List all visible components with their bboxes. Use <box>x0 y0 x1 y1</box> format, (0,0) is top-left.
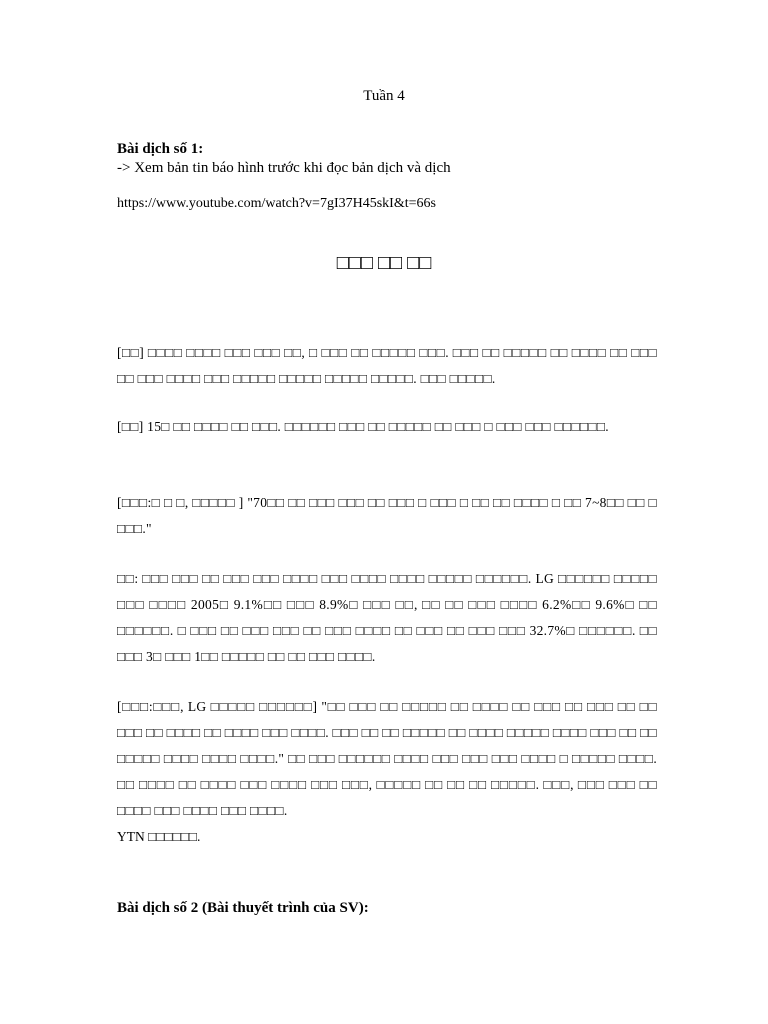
paragraph-4: □□: □□□ □□□ □□ □□□ □□□ □□□□ □□□ □□□□ □□□□ □□□□□ □□□□□□. LG □□□□□□ □□□□□ □□□ □□□□ 2005□ 9.1%□□ □□□ 8.9%□ □□□ □□, □□ □□ □□□ □□□□ 6.2%□□ 9.6%□ □□ □□□□□□. □ □□□ □□ □□□ □□□ □□ □□□ □□□□ □□ □□□ □□ □□□ □□□ 32.7%□ □□□□□□. □□ □□□ 3□ □□□ 1□□ □□□□□ □□ □□ □□□ □□□□. <box>117 571 657 664</box>
exercise2-heading: Bài dịch số 2 (Bài thuyết trình của SV): <box>117 900 369 916</box>
paragraph-1: [□□] □□□□ □□□□ □□□ □□□ □□, □ □□□ □□ □□□□□ □□□. □□□ □□ □□□□□ □□ □□□□ □□ □□□ □□ □□□ □□□□ □□□ □□□□□ □□□□□ □□□□□ □□□□□. □□□ □□□□□. <box>117 345 657 386</box>
closing-line: YTN □□□□□□. <box>117 829 201 844</box>
paragraph-5: [□□□:□□□, LG □□□□□ □□□□□□] "□□ □□□ □□ □□□□□ □□ □□□□ □□ □□□ □□ □□□ □□ □□ □□□ □□ □□□□ □□ □□□□ □□□ □□□□. □□□ □□ □□ □□□□□ □□ □□□□ □□□□□ □□□□ □□□ □□ □□ □□□□□ □□□□ □□□□ □□□□." □□ □□□ □□□□□□ □□□□ □□□ □□□ □□□ □□□□ □ □□□□□ □□□□. □□ □□□□ □□ □□□□ □□□ □□□□ □□□ □□□, □□□□□ □□ □□ □□ □□□□□. □□□, □□□ □□□ □□ □□□□ □□□ □□□□ □□□ □□□□. <box>117 699 657 818</box>
exercise1-instruction: -> Xem bản tin báo hình trước khi đọc bản dịch và dịch <box>117 160 451 176</box>
korean-title: □□□ □□ □□ <box>336 252 432 274</box>
paragraph-3: [□□□:□ □ □, □□□□□ ] "70□□ □□ □□□ □□□ □□ □□□ □ □□□ □ □□ □□ □□□□ □ □□ 7~8□□ □□ □ □□□." <box>117 495 657 536</box>
paragraph-2: [□□] 15□ □□ □□□□ □□ □□□. □□□□□□ □□□ □□ □□□□□ □□ □□□ □ □□□ □□□ □□□□□□. <box>117 419 609 434</box>
week-label: Tuần 4 <box>363 88 405 104</box>
video-link[interactable]: https://www.youtube.com/watch?v=7gI37H45skI&t=66s <box>117 196 436 211</box>
exercise1-heading: Bài dịch số 1: <box>117 141 204 157</box>
